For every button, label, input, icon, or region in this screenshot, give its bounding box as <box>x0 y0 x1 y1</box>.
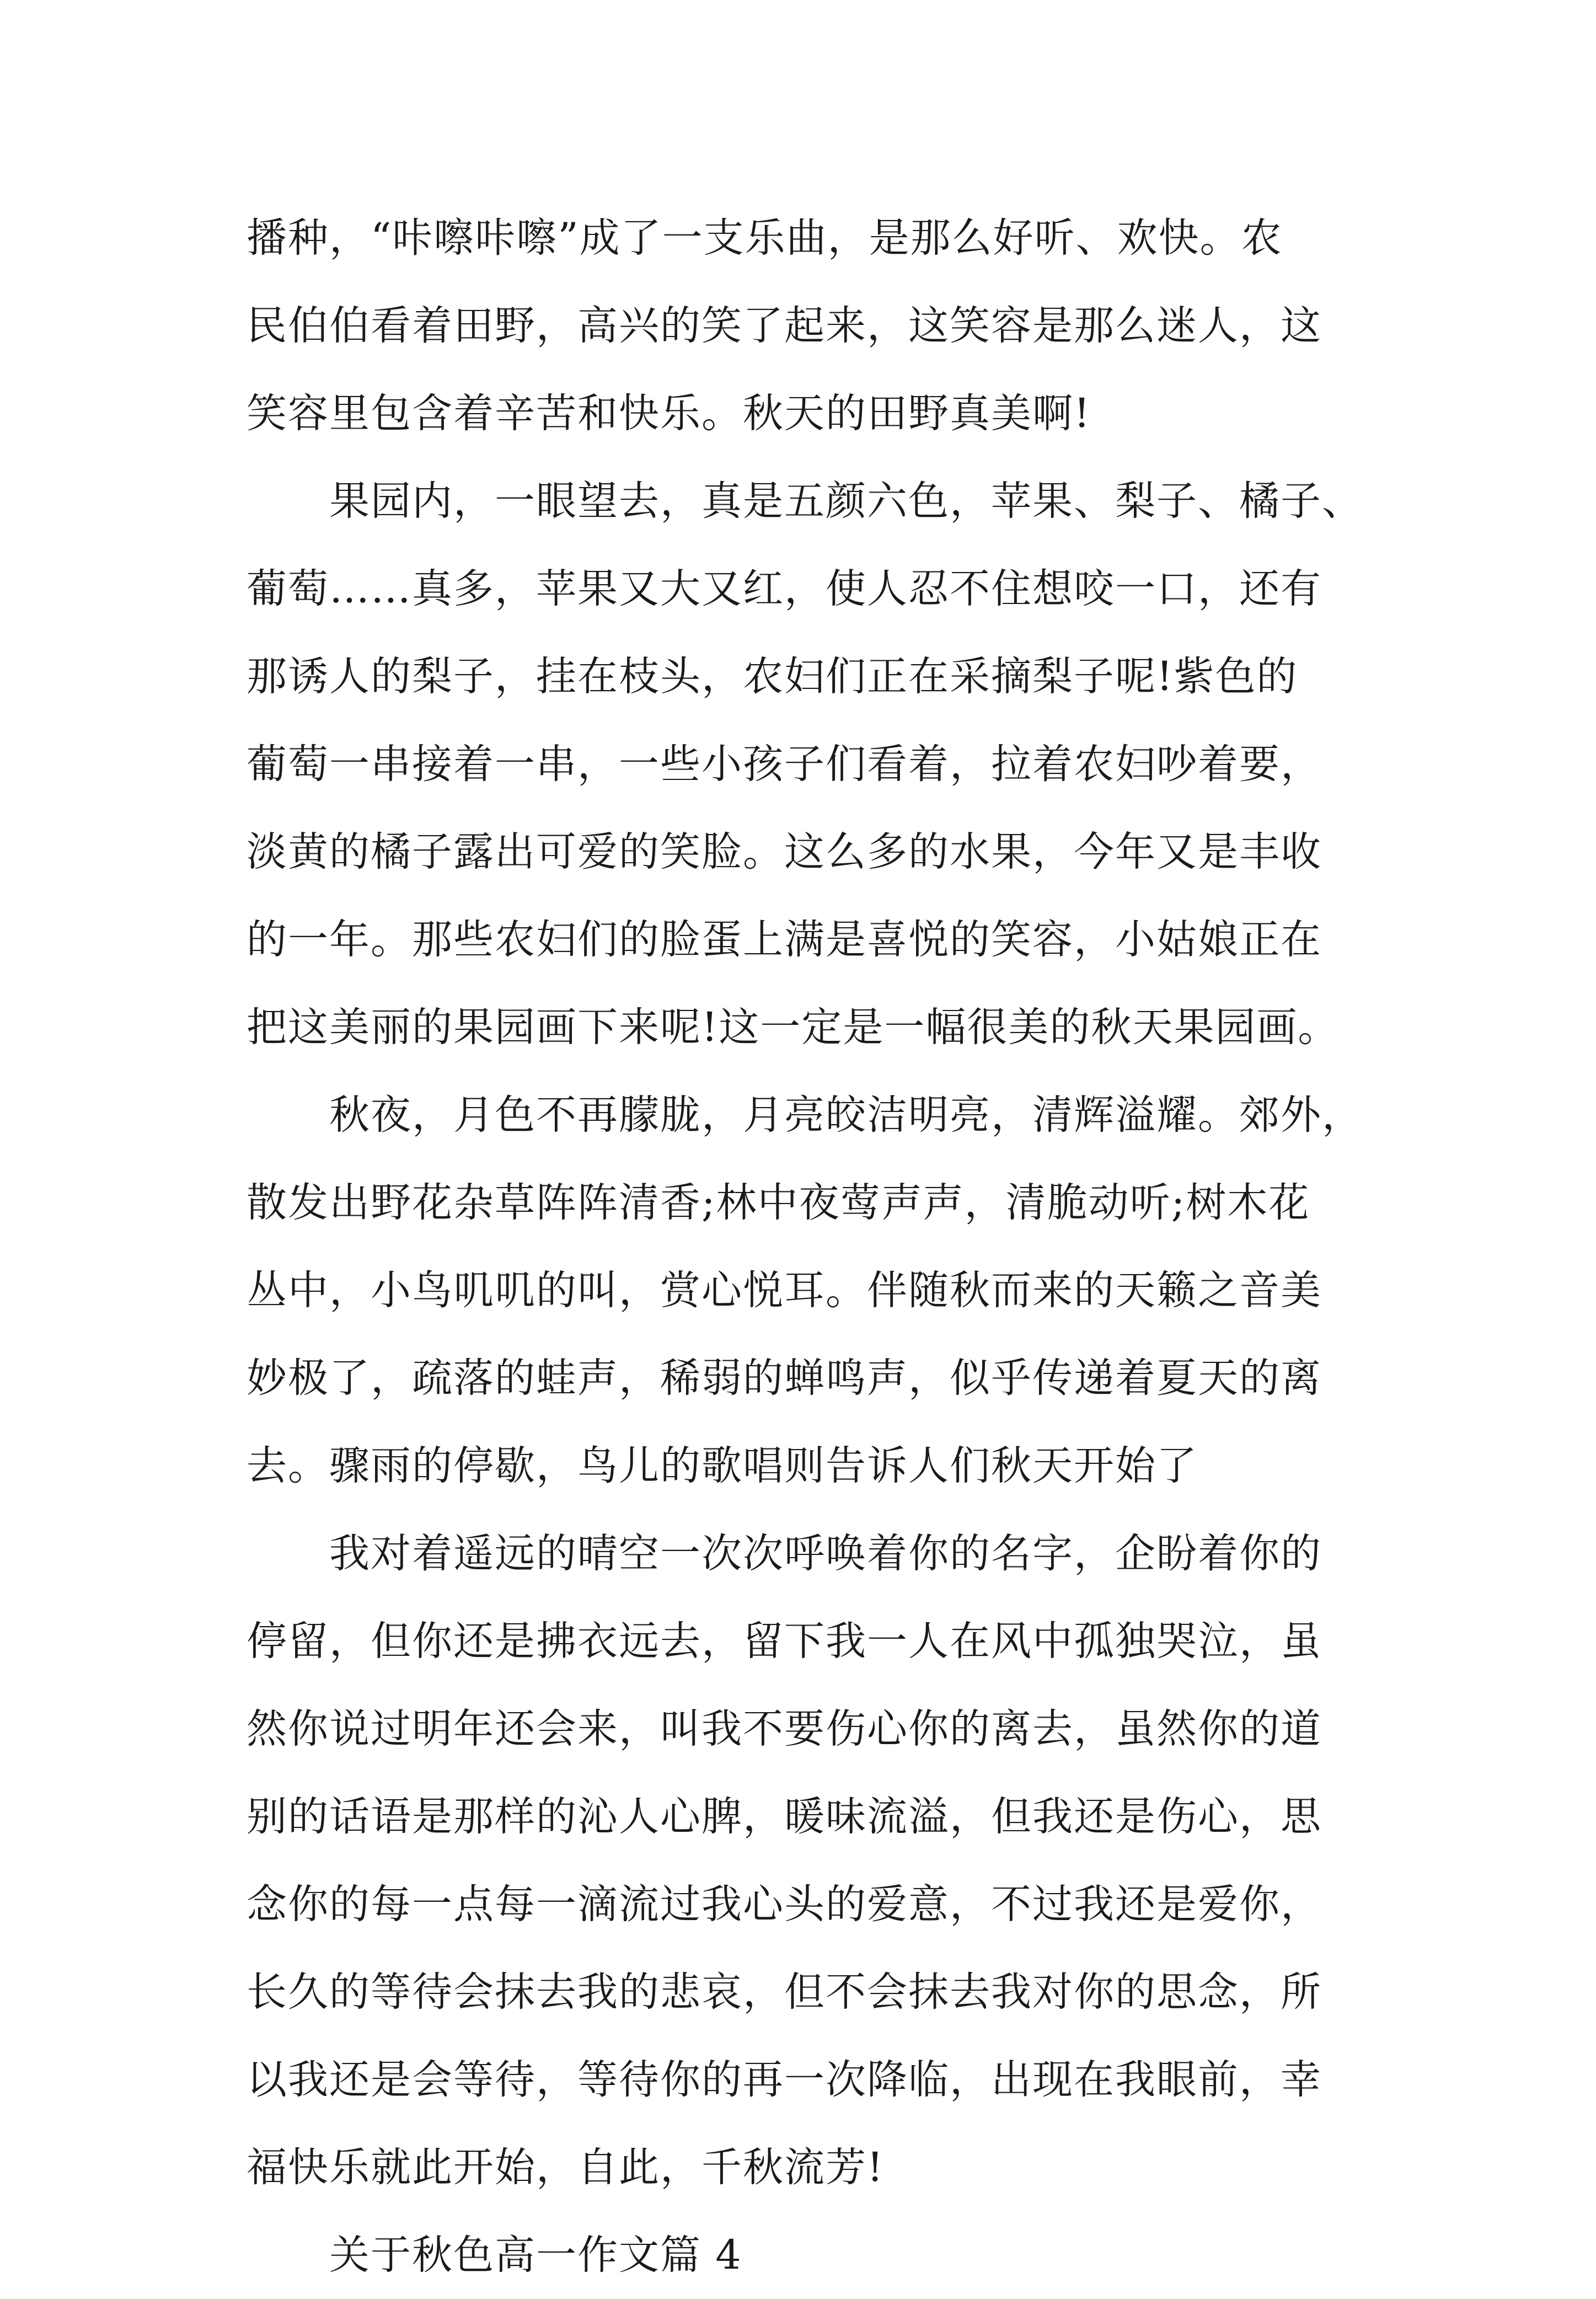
text-line: 把这美丽的果园画下来呢!这一定是一幅很美的秋天果园画。 <box>247 1004 1340 1051</box>
text-line: 然你说过明年还会来，叫我不要伤心你的离去，虽然你的道 <box>247 1705 1322 1752</box>
text-line: 果园内，一眼望去，真是五颜六色，苹果、梨子、橘子、 <box>329 478 1363 525</box>
text-line: 民伯伯看着田野，高兴的笑了起来，这笑容是那么迷人，这 <box>247 302 1322 349</box>
text-line: 长久的等待会抹去我的悲哀，但不会抹去我对你的思念，所 <box>247 1969 1322 2015</box>
text-line: 以我还是会等待，等待你的再一次降临，出现在我眼前，幸 <box>247 2056 1322 2103</box>
section-heading: 关于秋色高一作文篇 4 <box>329 2232 742 2279</box>
text-line: 我对着遥远的晴空一次次呼唤着你的名字，企盼着你的 <box>329 1530 1322 1577</box>
text-line: 念你的每一点每一滴流过我心头的爱意，不过我还是爱你， <box>247 1881 1322 1928</box>
text-line: 葡萄……真多，苹果又大又红，使人忍不住想咬一口，还有 <box>247 565 1322 612</box>
text-line: 的一年。那些农妇们的脸蛋上满是喜悦的笑容，小姑娘正在 <box>247 916 1322 963</box>
text-line: 那诱人的梨子，挂在枝头，农妇们正在采摘梨子呢!紫色的 <box>247 653 1298 700</box>
text-line: 淡黄的橘子露出可爱的笑脸。这么多的水果，今年又是丰收 <box>247 828 1322 875</box>
text-line: 秋夜，月色不再朦胧，月亮皎洁明亮，清辉溢耀。郊外， <box>329 1092 1363 1138</box>
paragraph-4 <box>247 1510 1355 2211</box>
text-line: 散发出野花杂草阵阵清香;林中夜莺声声，清脆动听;树木花 <box>247 1179 1310 1226</box>
paragraph-2 <box>247 457 1363 1071</box>
text-line: 停留，但你还是拂衣远去，留下我一人在风中孤独哭泣，虽 <box>247 1618 1322 1665</box>
text-line: 福快乐就此开始，自此，千秋流芳! <box>247 2144 885 2191</box>
paragraph-1 <box>247 194 1355 457</box>
text-line: 妙极了，疏落的蛙声，稀弱的蝉鸣声，似乎传递着夏天的离 <box>247 1355 1322 1402</box>
text-line: 笑容里包含着辛苦和快乐。秋天的田野真美啊! <box>247 390 1091 437</box>
text-line: 别的话语是那样的沁人心脾，暖味流溢，但我还是伤心，思 <box>247 1793 1322 1840</box>
document-body <box>247 194 1363 2299</box>
text-line: 播种，“咔嚓咔嚓”成了一支乐曲，是那么好听、欢快。农 <box>247 215 1283 261</box>
paragraph-3 <box>247 1071 1363 1510</box>
text-line: 葡萄一串接着一串，一些小孩子们看着，拉着农妇吵着要， <box>247 741 1322 788</box>
text-line: 丛中，小鸟叽叽的叫，赏心悦耳。伴随秋而来的天籁之音美 <box>247 1267 1322 1314</box>
text-line: 去。骤雨的停歇，鸟儿的歌唱则告诉人们秋天开始了 <box>247 1442 1198 1489</box>
